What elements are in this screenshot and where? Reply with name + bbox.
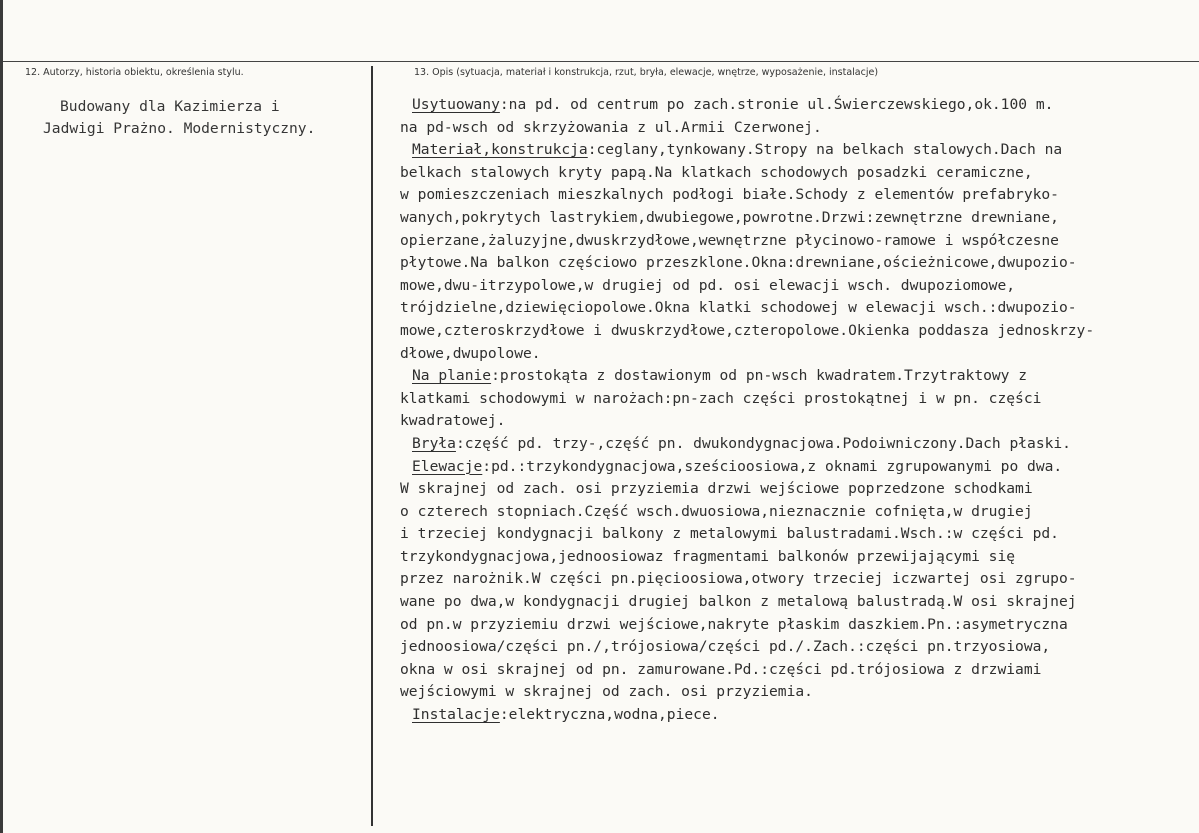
line-text: wane po dwa,w kondygnacji drugiej balkon z metalową balustradą.W osi skrajnej (400, 593, 1077, 611)
line-text: :prostokąta z dostawionym od pn-wsch kwadratem.Trzytraktowy z (491, 367, 1028, 385)
left-line: Budowany dla Kazimierza i (60, 98, 280, 115)
section-line (400, 94, 1190, 117)
description-line (400, 162, 1190, 185)
left-line: Jadwigi Prażno. Modernistyczny. (43, 120, 316, 137)
description-line (400, 410, 1190, 433)
description-line (400, 659, 1190, 682)
description-text (400, 94, 1190, 727)
description-line (400, 343, 1190, 366)
line-text: trójdzielne,dziewięciopolowe.Okna klatki schodowej w elewacji wsch.:dwupozio- (400, 299, 1077, 317)
section-label: Na planie (412, 367, 492, 385)
description-line (400, 681, 1190, 704)
description-line (400, 252, 1190, 275)
line-text: o czterech stopniach.Część wsch.dwuosiowa,nieznacznie cofnięta,w drugiej (400, 502, 1033, 520)
column-divider (371, 66, 373, 826)
line-text: w pomieszczeniach mieszkalnych podłogi białe.Schody z elementów prefabryko- (400, 186, 1059, 204)
description-line (400, 275, 1190, 298)
line-text: płytowe.Na balkon częściowo przeszklone.Okna:drewniane,ościeżnicowe,dwupozio- (400, 254, 1077, 272)
line-text: od pn.w przyziemiu drzwi wejściowe,nakryte płaskim daszkiem.Pn.:asymetryczna (400, 615, 1068, 633)
description-line (400, 184, 1190, 207)
line-text: przez narożnik.W części pn.pięcioosiowa,otwory trzeciej iczwartej osi zgrupo- (400, 570, 1077, 588)
section-label: Elewacje (412, 457, 483, 475)
description-line (400, 320, 1190, 343)
line-text: mowe,dwu-itrzypolowe,w drugiej od pd. osi elewacji wsch. dwupoziomowe, (400, 276, 1016, 294)
field-13-header: 13. Opis (sytuacja, materiał i konstrukcja, rzut, bryła, elewacje, wnętrze, wyposażenie, instalacje) (414, 67, 879, 78)
description-line (400, 614, 1190, 637)
section-line (400, 139, 1190, 162)
description-line (400, 568, 1190, 591)
line-text: belkach stalowych kryty papą.Na klatkach schodowych posadzki ceramiczne, (400, 163, 1033, 181)
section-line (400, 365, 1190, 388)
line-text: W skrajnej od zach. osi przyziemia drzwi wejściowe poprzedzone schodkami (400, 480, 1033, 498)
section-label: Materiał,konstrukcja (412, 141, 588, 159)
line-text: mowe,czteroskrzydłowe i dwuskrzydłowe,czteropolowe.Okienka poddasza jednoskrzy- (400, 321, 1095, 339)
description-line (400, 207, 1190, 230)
description-line (400, 546, 1190, 569)
line-text: :pd.:trzykondygnacjowa,sześcioosiowa,z oknami zgrupowanymi po dwa. (482, 457, 1063, 475)
line-text: wejściowymi w skrajnej od zach. osi przyziemia. (400, 683, 813, 701)
line-text: i trzeciej kondygnacji balkony z metalowymi balustradami.Wsch.:w części pd. (400, 525, 1059, 543)
section-line (400, 433, 1190, 456)
field-12-header: 12. Autorzy, historia obiektu, określenia stylu. (25, 67, 244, 78)
line-text: wanych,pokrytych lastrykiem,dwubiegowe,powrotne.Drzwi:zewnętrzne drewniane, (400, 208, 1059, 226)
description-line (400, 297, 1190, 320)
description-line (400, 636, 1190, 659)
description-line (400, 388, 1190, 411)
line-text: :na pd. od centrum po zach.stronie ul.Świerczewskiego,ok.100 m. (499, 96, 1054, 113)
line-text: na pd-wsch od skrzyżowania z ul.Armii Czerwonej. (400, 118, 822, 136)
description-line (400, 478, 1190, 501)
line-text: opierzane,żaluzyjne,dwuskrzydłowe,wewnętrzne płycinowo-ramowe i współczesne (400, 231, 1059, 249)
line-text: :część pd. trzy-,część pn. dwukondygnacjowa.Podoiwniczony.Dach płaski. (455, 434, 1071, 452)
section-line (400, 456, 1190, 479)
header-divider (3, 61, 1199, 62)
section-label: Instalacje (412, 706, 500, 724)
line-text: :elektryczna,wodna,piece. (499, 706, 720, 724)
line-text: okna w osi skrajnej od pn. zamurowane.Pd.:części pd.trójosiowa z drzwiami (400, 660, 1042, 678)
description-line (400, 501, 1190, 524)
section-label: Bryła (412, 434, 456, 452)
description-line (400, 117, 1190, 140)
line-text: jednoosiowa/części pn./,trójosiowa/części pd./.Zach.:części pn.trzyosiowa, (400, 638, 1051, 656)
section-label: Usytuowany (412, 96, 500, 113)
description-line (400, 230, 1190, 253)
line-text: dłowe,dwupolowe. (400, 344, 541, 362)
authors-history-style-text (43, 96, 363, 140)
description-line (400, 591, 1190, 614)
line-text: kwadratowej. (400, 412, 506, 430)
section-line (400, 704, 1190, 727)
line-text: klatkami schodowymi w narożach:pn-zach części prostokątnej i w pn. części (400, 389, 1042, 407)
line-text: trzykondygnacjowa,jednoosiowaz fragmentami balkonów przewijającymi się (400, 547, 1016, 565)
description-line (400, 523, 1190, 546)
line-text: :ceglany,tynkowany.Stropy na belkach stalowych.Dach na (587, 141, 1063, 159)
